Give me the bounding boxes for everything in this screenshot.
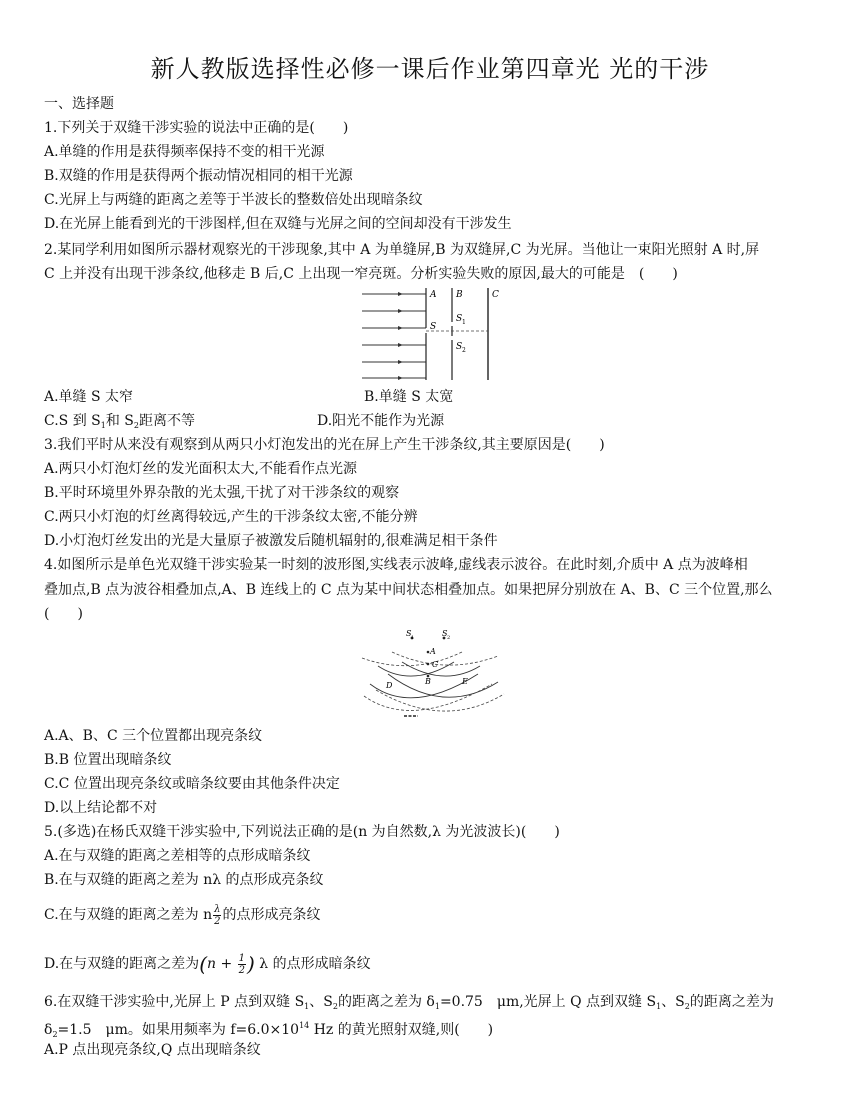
q3-option-a: A.两只小灯泡灯丝的发光面积太大,不能看作点光源 — [44, 461, 358, 477]
section-heading: 一、选择题 — [44, 96, 114, 112]
fig-label-s: S — [430, 322, 437, 332]
page-title: 新人教版选择性必修一课后作业第四章光 光的干涉 — [150, 55, 710, 83]
q5-option-c: C.在与双缝的距离之差为 n $\frac{\lambda}{2}$ 的点形成亮条纹 — [44, 903, 321, 927]
q4-option-b: B.B 位置出现暗条纹 — [44, 752, 172, 768]
q1-option-d: D.在光屏上能看到光的干涉图样,但在双缝与光屏之间的空间却没有干涉发生 — [44, 216, 512, 232]
fig-label-e: E — [462, 677, 468, 686]
q2-options-row1 — [44, 385, 824, 409]
fig-label-a: A — [430, 290, 437, 300]
q5-option-d: D.在与双缝的距离之差为(n + $\frac{1}{2}$ ) λ 的点形成暗条纹 — [44, 952, 371, 976]
q4-option-a: A.A、B、C 三个位置都出现亮条纹 — [44, 728, 263, 744]
q2-apparatus-diagram — [358, 286, 508, 382]
q6-stem-line2: $\delta_2=1.5$ μm。如果用频率为 $f=6.0\times 10^{14}$ Hz 的黄光照射双缝,则( ) — [44, 1021, 494, 1039]
q4-stem-line2: 叠加点,B 点为波谷相叠加点,A、B 连线上的 C 点为某中间状态相叠加点。如果把屏分别放在 A、B、C 三个位置,那么 — [44, 582, 773, 598]
q1-option-c: C.光屏上与两缝的距离之差等于半波长的整数倍处出现暗条纹 — [44, 192, 423, 208]
fig-label-s1-sub: 1 — [411, 635, 415, 641]
fig-label-s2-sub: 2 — [447, 635, 451, 641]
q2-option-a: A.单缝 S 太窄 — [44, 389, 134, 405]
fig-label-c: C — [492, 290, 499, 300]
fig-label-b: B — [456, 290, 463, 300]
q1-stem: 1.下列关于双缝干涉实验的说法中正确的是( ) — [44, 120, 349, 136]
q5-stem: 5.(多选)在杨氏双缝干涉实验中,下列说法正确的是(n 为自然数,λ 为光波波长)( ) — [44, 824, 560, 840]
fig-label-b: B — [425, 677, 431, 686]
q2-option-b: B.单缝 S 太宽 — [364, 389, 454, 405]
q4-stem-line1: 4.如图所示是单色光双缝干涉实验某一时刻的波形图,实线表示波峰,虚线表示波谷。在此时刻,介质中 A 点为波峰相 — [44, 557, 748, 573]
q4-stem-line3: ( ) — [44, 606, 83, 622]
fig-label-s2: S — [442, 629, 448, 638]
fig-label-s1: S — [456, 314, 463, 324]
q6-option-a: A.P 点出现亮条纹,Q 点出现暗条纹 — [44, 1042, 261, 1058]
q6-stem-line1: 6.在双缝干涉实验中,光屏上 P 点到双缝 $S_1$、$S_2$的距离之差为 $\delta_1=0.75$ μm,光屏上 Q 点到双缝 $S_1$、$S_2$的距离之差为 — [44, 994, 774, 1011]
q2-stem-line2: C 上并没有出现干涉条纹,他移走 B 后,C 上出现一窄亮斑。分析实验失败的原因,最大的可能是 ( ) — [44, 266, 678, 282]
q4-wave-diagram — [358, 624, 508, 720]
fig-label-s1: S — [406, 629, 412, 638]
fig-label-a: A — [430, 647, 436, 656]
fig-label-s2-sub: 2 — [462, 347, 466, 354]
q5-option-b: B.在与双缝的距离之差为 nλ 的点形成亮条纹 — [44, 872, 324, 888]
q2-stem-line1: 2.某同学利用如图所示器材观察光的干涉现象,其中 A 为单缝屏,B 为双缝屏,C 为光屏。当他让一束阳光照射 A 时,屏 — [44, 242, 760, 258]
q3-option-d: D.小灯泡灯丝发出的光是大量原子被激发后随机辐射的,很难满足相干条件 — [44, 533, 498, 549]
q3-stem: 3.我们平时从来没有观察到从两只小灯泡发出的光在屏上产生干涉条纹,其主要原因是( ) — [44, 437, 605, 453]
q5-option-a: A.在与双缝的距离之差相等的点形成暗条纹 — [44, 848, 311, 864]
q2-option-c: C.S 到 S1和 S2距离不等 — [44, 413, 195, 430]
fig-label-s2: S — [456, 342, 463, 352]
q1-option-b: B.双缝的作用是获得两个振动情况相同的相干光源 — [44, 168, 353, 184]
fig-label-s1-sub: 1 — [462, 319, 466, 326]
q3-option-c: C.两只小灯泡的灯丝离得较远,产生的干涉条纹太密,不能分辨 — [44, 509, 418, 525]
fig-label-c: C — [432, 660, 439, 669]
fig-label-d: D — [386, 681, 393, 690]
q4-option-d: D.以上结论都不对 — [44, 800, 158, 816]
q1-option-a: A.单缝的作用是获得频率保持不变的相干光源 — [44, 144, 325, 160]
q2-option-d: D.阳光不能作为光源 — [317, 413, 445, 429]
q3-option-b: B.平时环境里外界杂散的光太强,干扰了对干涉条纹的观察 — [44, 485, 400, 501]
q4-option-c: C.C 位置出现亮条纹或暗条纹要由其他条件决定 — [44, 776, 340, 792]
